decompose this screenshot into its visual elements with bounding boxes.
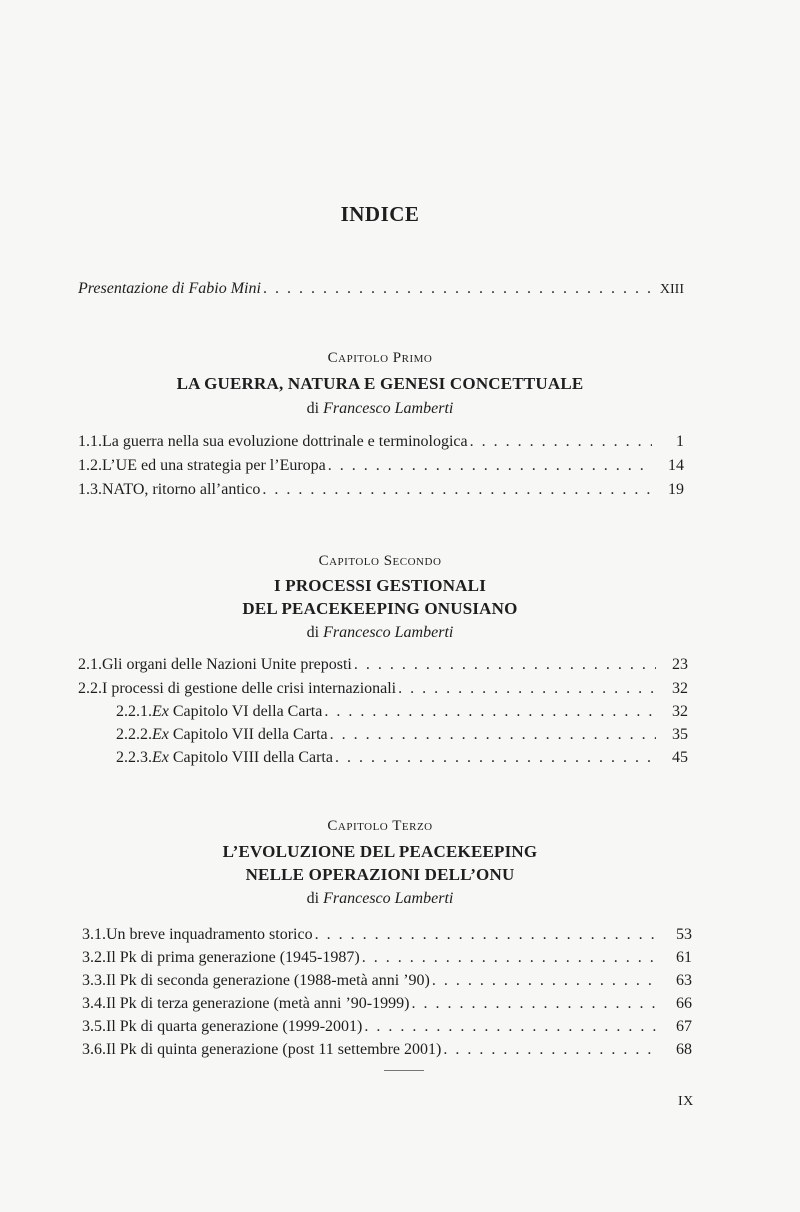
entry-number: 3.1. (82, 926, 106, 943)
chapter-author: di Francesco Lamberti (306, 890, 454, 907)
chapter-title: NELLE OPERAZIONI DELL’ONU (245, 865, 515, 884)
entry-page: 66 (676, 995, 692, 1012)
entry-page: 45 (672, 749, 688, 766)
chapter-title: LA GUERRA, NATURA E GENESI CONCETTUALE (176, 374, 584, 393)
entry-page: 19 (668, 481, 684, 498)
entry-number: 1.2. (78, 457, 102, 474)
entry-page: 1 (676, 433, 684, 450)
entry-page: 32 (672, 680, 688, 697)
leader-dots (335, 749, 656, 767)
entry-number: 2.2.2. (116, 726, 152, 743)
entry-page: 53 (676, 926, 692, 943)
entry-number: 1.3. (78, 481, 102, 498)
leader-dots (324, 703, 656, 721)
divider (384, 1070, 424, 1071)
toc-entry[interactable] (82, 1018, 692, 1040)
entry-number: 2.2. (78, 680, 102, 697)
toc-entry[interactable] (82, 926, 692, 948)
chapter-title: I PROCESSI GESTIONALI (273, 576, 487, 595)
toc-entry[interactable] (116, 749, 688, 771)
entry-page: 61 (676, 949, 692, 966)
chapter-author: di Francesco Lamberti (306, 624, 454, 641)
toc-entry[interactable] (78, 680, 688, 702)
entry-number: 1.1. (78, 433, 102, 450)
leader-dots (470, 433, 652, 451)
toc-entry[interactable] (82, 995, 692, 1017)
leader-dots (362, 949, 660, 967)
entry-label: Gli organi delle Nazioni Unite preposti (102, 656, 352, 673)
entry-number: 2.1. (78, 656, 102, 673)
entry-page: 35 (672, 726, 688, 743)
entry-page: XIII (659, 282, 684, 297)
entry-label: L’UE ed una strategia per l’Europa (102, 457, 326, 474)
entry-page: 68 (676, 1041, 692, 1058)
entry-number: 3.6. (82, 1041, 106, 1058)
chapter-title: L’EVOLUZIONE DEL PEACEKEEPING (222, 842, 538, 861)
entry-page: 32 (672, 703, 688, 720)
leader-dots (262, 481, 652, 499)
entry-label: Ex Capitolo VII della Carta (152, 726, 328, 743)
toc-entry[interactable] (78, 481, 684, 503)
leader-dots (354, 656, 656, 674)
toc-entry[interactable] (116, 726, 688, 748)
entry-number: 3.3. (82, 972, 106, 989)
entry-label: Il Pk di terza generazione (metà anni ’90-1999) (106, 995, 410, 1012)
leader-dots (364, 1018, 660, 1036)
page-number: IX (678, 1094, 694, 1109)
leader-dots (263, 280, 652, 298)
toc-entry[interactable] (78, 656, 688, 678)
toc-entry[interactable] (82, 949, 692, 971)
entry-page: 23 (672, 656, 688, 673)
entry-label: Ex Capitolo VIII della Carta (152, 749, 333, 766)
leader-dots (328, 457, 652, 475)
chapter-label: Capitolo Secondo (318, 553, 442, 569)
entry-number: 3.5. (82, 1018, 106, 1035)
leader-dots (330, 726, 656, 744)
entry-page: 67 (676, 1018, 692, 1035)
toc-entry[interactable] (82, 972, 692, 994)
entry-label: Ex Capitolo VI della Carta (152, 703, 323, 720)
entry-number: 2.2.1. (116, 703, 152, 720)
entry-label: Presentazione di Fabio Mini (78, 280, 261, 297)
leader-dots (398, 680, 656, 698)
leader-dots (432, 972, 660, 990)
entry-page: 63 (676, 972, 692, 989)
chapter-label: Capitolo Primo (327, 350, 433, 366)
entry-label: NATO, ritorno all’antico (102, 481, 261, 498)
entry-number: 3.2. (82, 949, 106, 966)
page-title: INDICE (340, 202, 420, 226)
entry-label: Il Pk di seconda generazione (1988-metà anni ’90) (106, 972, 430, 989)
toc-entry[interactable] (116, 703, 688, 725)
entry-label: Un breve inquadramento storico (106, 926, 313, 943)
leader-dots (443, 1041, 660, 1059)
chapter-title: DEL PEACEKEEPING ONUSIANO (242, 599, 518, 618)
entry-page: 14 (668, 457, 684, 474)
toc-entry[interactable] (82, 1041, 692, 1063)
chapter-author: di Francesco Lamberti (306, 400, 454, 417)
entry-label: La guerra nella sua evoluzione dottrinale e terminologica (102, 433, 468, 450)
toc-entry[interactable] (78, 433, 684, 455)
leader-dots (315, 926, 660, 944)
entry-number: 3.4. (82, 995, 106, 1012)
entry-label: Il Pk di quinta generazione (post 11 settembre 2001) (106, 1041, 442, 1058)
entry-number: 2.2.3. (116, 749, 152, 766)
entry-label: Il Pk di prima generazione (1945-1987) (106, 949, 360, 966)
toc-entry[interactable] (78, 457, 684, 479)
entry-label: I processi di gestione delle crisi internazionali (102, 680, 397, 697)
entry-label: Il Pk di quarta generazione (1999-2001) (106, 1018, 363, 1035)
toc-entry-presentation[interactable] (78, 280, 684, 302)
leader-dots (411, 995, 660, 1013)
chapter-label: Capitolo Terzo (327, 818, 433, 834)
